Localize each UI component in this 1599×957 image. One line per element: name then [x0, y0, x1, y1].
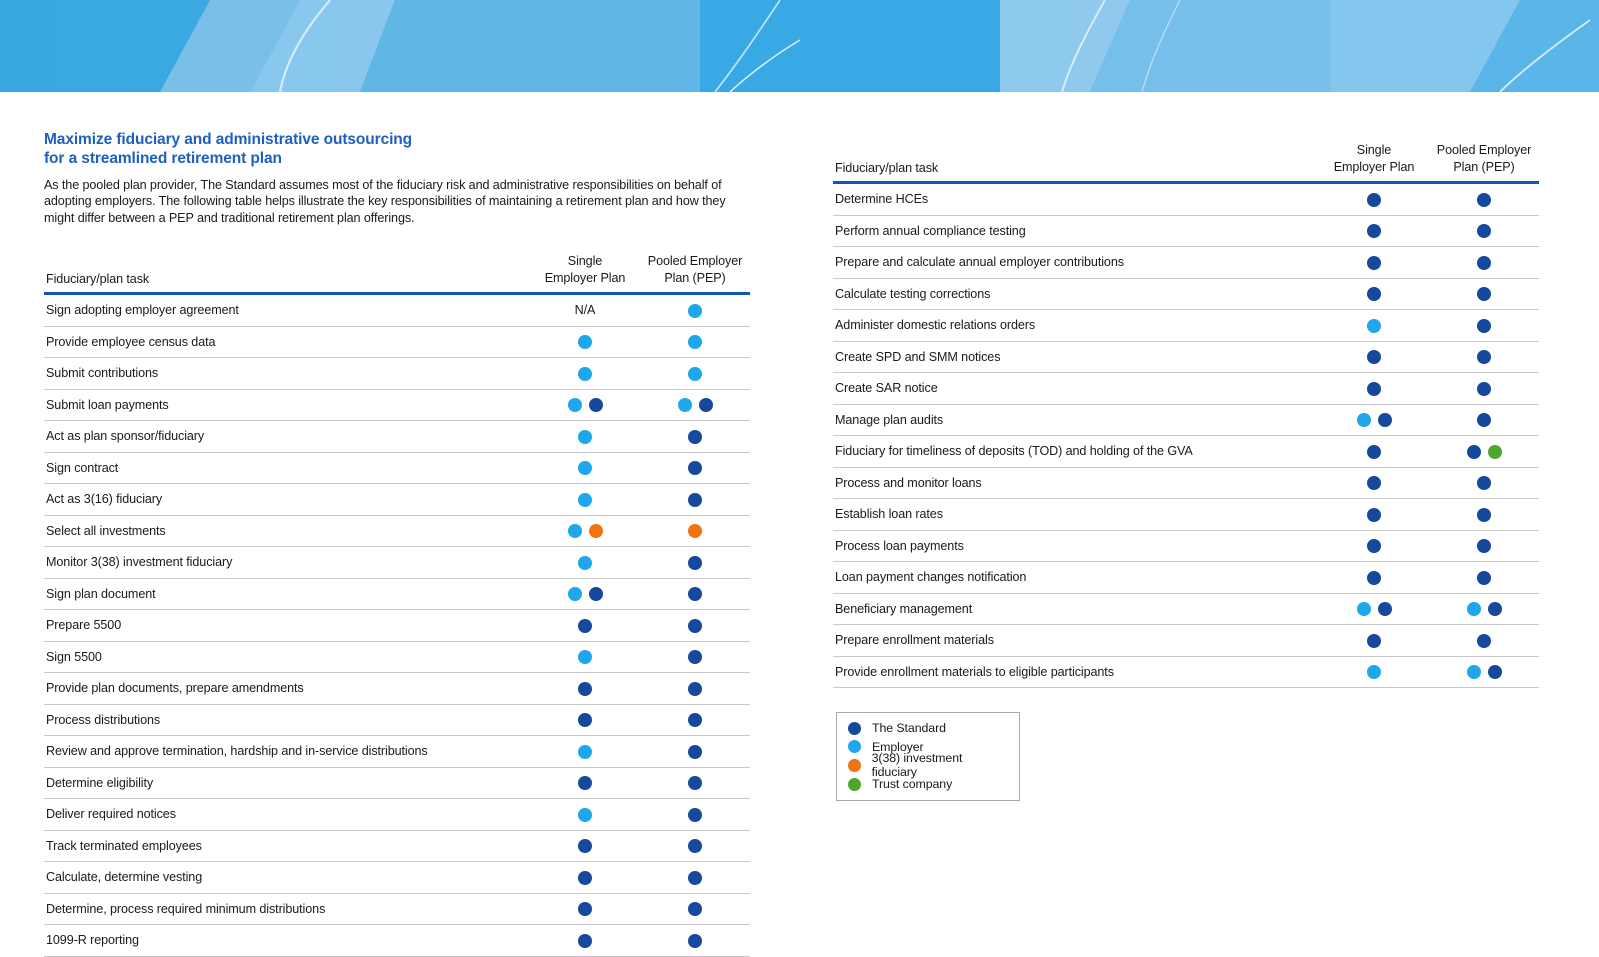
task-label: Submit loan payments	[44, 389, 530, 421]
table-row	[44, 799, 750, 831]
dot-employer-icon	[688, 335, 702, 349]
cell-dot-group	[530, 421, 640, 453]
table-row	[44, 389, 750, 421]
legend-box	[836, 712, 1020, 801]
single-line2: Employer Plan	[1333, 159, 1415, 174]
cell-dot-group	[1319, 247, 1429, 279]
dot-standard-icon	[688, 808, 702, 822]
legend-item-label: 3(38) investment fiduciary	[871, 751, 963, 780]
dot-standard-icon	[1477, 319, 1491, 333]
cell-dot-group	[640, 610, 750, 642]
task-label: Monitor 3(38) investment fiduciary	[44, 547, 530, 579]
task-label: 1099-R reporting	[44, 925, 530, 957]
dot-standard-icon	[1367, 350, 1381, 364]
cell-dot-group	[640, 358, 750, 390]
dot-standard-icon	[578, 902, 592, 916]
pep-line1: Pooled Employer	[647, 254, 743, 269]
table-row	[833, 436, 1539, 468]
dot-standard-icon	[578, 682, 592, 696]
task-label: Prepare enrollment materials	[833, 625, 1319, 657]
cell-dot-group	[640, 641, 750, 673]
task-label: Create SAR notice	[833, 373, 1319, 405]
cell-dot-group	[530, 515, 640, 547]
cell-dot-group	[640, 767, 750, 799]
dot-standard-icon	[688, 430, 702, 444]
task-label: Sign plan document	[44, 578, 530, 610]
dot-standard-icon	[1367, 256, 1381, 270]
dot-investment-icon	[688, 524, 702, 538]
task-label: Track terminated employees	[44, 830, 530, 862]
cell-dot-group	[530, 925, 640, 957]
column-header-task: Fiduciary/plan task	[46, 272, 150, 287]
dot-employer-icon	[678, 398, 692, 412]
dot-standard-icon	[589, 587, 603, 601]
dot-employer-icon	[578, 461, 592, 475]
task-label: Manage plan audits	[833, 404, 1319, 436]
dot-employer-icon	[568, 524, 582, 538]
task-label: Determine eligibility	[44, 767, 530, 799]
dot-standard-icon	[1477, 224, 1491, 238]
cell-dot-group	[640, 862, 750, 894]
dot-trust-icon	[1488, 445, 1502, 459]
cell-dot-group	[530, 610, 640, 642]
cell-dot-group	[1319, 310, 1429, 342]
task-label: Process distributions	[44, 704, 530, 736]
dot-standard-icon	[1367, 445, 1381, 459]
cell-dot-group	[530, 326, 640, 358]
task-label: Deliver required notices	[44, 799, 530, 831]
cell-dot-group	[640, 893, 750, 925]
table-row	[44, 736, 750, 768]
left-column	[44, 130, 750, 957]
cell-dot-group	[530, 673, 640, 705]
page-title	[44, 130, 750, 168]
table-row	[44, 484, 750, 516]
cell-dot-group	[640, 578, 750, 610]
task-label: Calculate testing corrections	[833, 278, 1319, 310]
task-label: Sign adopting employer agreement	[44, 294, 530, 327]
cell-dot-group	[1319, 593, 1429, 625]
cell-dot-group	[530, 799, 640, 831]
dot-employer-icon	[1467, 602, 1481, 616]
cell-dot-group	[530, 358, 640, 390]
dot-standard-icon	[578, 839, 592, 853]
dot-employer-icon	[578, 808, 592, 822]
task-label: Determine, process required minimum distributions	[44, 893, 530, 925]
dot-employer-icon	[578, 367, 592, 381]
table-row	[44, 547, 750, 579]
dot-standard-icon	[688, 871, 702, 885]
legend-item-label: Trust company	[872, 777, 953, 792]
left-responsibility-table	[44, 253, 750, 957]
cell-dot-group	[1319, 499, 1429, 531]
dot-employer-icon	[1467, 665, 1481, 679]
table-row	[44, 925, 750, 957]
single-line1: Single	[1356, 143, 1392, 157]
cell-dot-group	[640, 830, 750, 862]
task-label: Beneficiary management	[833, 593, 1319, 625]
dot-employer-icon	[1367, 665, 1381, 679]
table-row	[44, 673, 750, 705]
cell-dot-group	[640, 484, 750, 516]
dot-standard-icon	[1367, 476, 1381, 490]
not-applicable-label: N/A	[574, 303, 596, 318]
dot-employer-icon	[578, 493, 592, 507]
task-label: Create SPD and SMM notices	[833, 341, 1319, 373]
dot-employer-icon	[688, 304, 702, 318]
cell-dot-group	[1429, 499, 1539, 531]
table-row	[44, 641, 750, 673]
dot-standard-icon	[1477, 476, 1491, 490]
right-table-head	[833, 142, 1539, 183]
single-line2: Employer Plan	[544, 270, 626, 285]
dot-standard-icon	[578, 934, 592, 948]
dot-standard-icon	[1477, 634, 1491, 648]
task-label: Administer domestic relations orders	[833, 310, 1319, 342]
column-header-single-employer-plan	[530, 253, 640, 292]
dot-standard-icon	[578, 713, 592, 727]
cell-dot-group	[530, 862, 640, 894]
table-row	[833, 278, 1539, 310]
table-row	[44, 767, 750, 799]
table-row	[833, 467, 1539, 499]
cell-dot-group	[1319, 183, 1429, 216]
cell-dot-group	[640, 294, 750, 327]
cell-dot-group	[530, 389, 640, 421]
cell-dot-group	[1429, 341, 1539, 373]
legend-item-label: Employer	[872, 739, 924, 754]
task-label: Sign contract	[44, 452, 530, 484]
right-responsibility-table	[833, 142, 1539, 688]
dot-standard-icon	[688, 776, 702, 790]
cell-dot-group	[530, 452, 640, 484]
dot-employer-icon	[1357, 413, 1371, 427]
dot-employer-icon	[1367, 319, 1381, 333]
column-header-pooled-employer-plan	[640, 253, 750, 292]
task-label: Prepare and calculate annual employer contributions	[833, 247, 1319, 279]
dot-standard-icon	[1367, 508, 1381, 522]
table-row	[833, 215, 1539, 247]
cell-dot-group	[640, 704, 750, 736]
page-title-line1: Maximize fiduciary and administrative outsourcing	[44, 131, 413, 148]
dot-standard-icon	[688, 839, 702, 853]
cell-dot-group	[1319, 278, 1429, 310]
cell-dot-group	[530, 736, 640, 768]
task-label: Provide employee census data	[44, 326, 530, 358]
pep-line1: Pooled Employer	[1436, 143, 1532, 157]
dot-standard-icon	[1378, 413, 1392, 427]
task-label: Process and monitor loans	[833, 467, 1319, 499]
table-row	[44, 358, 750, 390]
cell-dot-group	[1429, 436, 1539, 468]
task-label: Establish loan rates	[833, 499, 1319, 531]
pep-line2: Plan (PEP)	[1453, 159, 1515, 174]
dot-employer-icon	[578, 335, 592, 349]
task-label: Sign 5500	[44, 641, 530, 673]
cell-dot-group	[1429, 593, 1539, 625]
cell-dot-group	[1429, 373, 1539, 405]
dot-standard-icon	[1477, 193, 1491, 207]
cell-dot-group	[1319, 467, 1429, 499]
dot-standard-icon	[688, 713, 702, 727]
column-header-pooled-employer-plan	[1429, 142, 1539, 181]
cell-dot-group	[530, 547, 640, 579]
task-label: Determine HCEs	[833, 183, 1319, 216]
cell-dot-group	[1319, 341, 1429, 373]
cell-dot-group	[640, 326, 750, 358]
table-row	[833, 656, 1539, 688]
cell-dot-group	[1319, 530, 1429, 562]
task-label: Submit contributions	[44, 358, 530, 390]
left-table-head	[44, 253, 750, 294]
cell-dot-group	[640, 389, 750, 421]
table-row	[44, 578, 750, 610]
column-header-task: Fiduciary/plan task	[835, 161, 939, 175]
cell-dot-group	[1429, 278, 1539, 310]
table-row	[833, 341, 1539, 373]
task-label: Provide enrollment materials to eligible participants	[833, 656, 1319, 688]
dot-standard-icon	[578, 871, 592, 885]
table-row	[833, 562, 1539, 594]
dot-employer-icon	[578, 745, 592, 759]
dot-standard-icon	[578, 776, 592, 790]
table-row	[44, 704, 750, 736]
dot-standard-icon	[1367, 193, 1381, 207]
dot-standard-icon	[688, 493, 702, 507]
cell-dot-group	[1319, 373, 1429, 405]
cell-dot-group	[1319, 625, 1429, 657]
column-header-single-employer-plan	[1319, 142, 1429, 181]
cell-dot-group	[530, 830, 640, 862]
task-label: Calculate, determine vesting	[44, 862, 530, 894]
dot-standard-icon	[688, 682, 702, 696]
dot-standard-icon	[1367, 224, 1381, 238]
dot-employer-icon	[568, 398, 582, 412]
cell-dot-group	[640, 515, 750, 547]
cell-dot-group	[1429, 656, 1539, 688]
task-label: Loan payment changes notification	[833, 562, 1319, 594]
table-row	[833, 247, 1539, 279]
dot-standard-icon	[1488, 665, 1502, 679]
dot-standard-icon	[1477, 571, 1491, 585]
table-row	[833, 530, 1539, 562]
cell-dot-group	[640, 452, 750, 484]
legend-item-label: The Standard	[872, 721, 946, 736]
cell-dot-group	[1319, 436, 1429, 468]
table-row	[833, 499, 1539, 531]
dot-standard-icon	[1467, 445, 1481, 459]
table-row	[833, 373, 1539, 405]
table-row	[833, 310, 1539, 342]
cell-dot-group	[640, 925, 750, 957]
dot-standard-icon	[688, 461, 702, 475]
table-row	[44, 862, 750, 894]
left-table-body	[44, 294, 750, 957]
table-row	[44, 830, 750, 862]
dot-standard-icon	[688, 934, 702, 948]
dot-employer-icon	[578, 430, 592, 444]
cell-dot-group	[640, 421, 750, 453]
cell-dot-group	[1429, 183, 1539, 216]
table-row	[44, 326, 750, 358]
dot-investment-icon	[589, 524, 603, 538]
cell-dot-group	[1429, 467, 1539, 499]
task-label: Process loan payments	[833, 530, 1319, 562]
dot-standard-icon	[589, 398, 603, 412]
task-label: Act as 3(16) fiduciary	[44, 484, 530, 516]
dot-employer-icon	[568, 587, 582, 601]
cell-dot-group	[640, 799, 750, 831]
right-column	[833, 142, 1539, 688]
cell-text-value	[530, 294, 640, 327]
decorative-banner	[0, 0, 1599, 92]
table-row	[44, 610, 750, 642]
dot-standard-icon	[1367, 539, 1381, 553]
task-label: Review and approve termination, hardship and in-service distributions	[44, 736, 530, 768]
cell-dot-group	[1429, 310, 1539, 342]
dot-standard-icon	[1477, 256, 1491, 270]
table-row	[833, 625, 1539, 657]
dot-employer-icon	[688, 367, 702, 381]
dot-standard-icon	[1477, 287, 1491, 301]
dot-standard-icon	[688, 556, 702, 570]
dot-standard-icon	[1367, 634, 1381, 648]
table-row	[44, 893, 750, 925]
cell-dot-group	[530, 704, 640, 736]
cell-dot-group	[530, 484, 640, 516]
dot-standard-icon	[1367, 571, 1381, 585]
dot-standard-icon	[699, 398, 713, 412]
cell-dot-group	[530, 641, 640, 673]
dot-standard-icon	[848, 722, 861, 735]
cell-dot-group	[530, 893, 640, 925]
dot-standard-icon	[1488, 602, 1502, 616]
dot-standard-icon	[688, 902, 702, 916]
cell-dot-group	[1429, 215, 1539, 247]
dot-standard-icon	[688, 619, 702, 633]
cell-dot-group	[1319, 656, 1429, 688]
task-label: Select all investments	[44, 515, 530, 547]
cell-dot-group	[530, 578, 640, 610]
dot-standard-icon	[1477, 382, 1491, 396]
task-label: Fiduciary for timeliness of deposits (TOD) and holding of the GVA	[833, 436, 1319, 468]
dot-standard-icon	[688, 650, 702, 664]
table-row	[44, 294, 750, 327]
dot-standard-icon	[1367, 287, 1381, 301]
dot-employer-icon	[1357, 602, 1371, 616]
single-line1: Single	[567, 254, 603, 269]
cell-dot-group	[1429, 530, 1539, 562]
table-row	[44, 452, 750, 484]
dot-standard-icon	[578, 619, 592, 633]
dot-standard-icon	[1477, 350, 1491, 364]
dot-standard-icon	[688, 587, 702, 601]
cell-dot-group	[640, 736, 750, 768]
task-label: Provide plan documents, prepare amendments	[44, 673, 530, 705]
cell-dot-group	[1429, 247, 1539, 279]
dot-investment-icon	[848, 759, 861, 772]
cell-dot-group	[1319, 215, 1429, 247]
dot-standard-icon	[1367, 382, 1381, 396]
task-label: Act as plan sponsor/fiduciary	[44, 421, 530, 453]
pep-line2: Plan (PEP)	[664, 270, 726, 285]
dot-employer-icon	[578, 650, 592, 664]
cell-dot-group	[1429, 404, 1539, 436]
right-table-body	[833, 183, 1539, 688]
table-row	[833, 404, 1539, 436]
cell-dot-group	[530, 767, 640, 799]
cell-dot-group	[1319, 404, 1429, 436]
dot-employer-icon	[848, 740, 861, 753]
dot-employer-icon	[578, 556, 592, 570]
cell-dot-group	[1429, 625, 1539, 657]
table-row	[833, 183, 1539, 216]
cell-dot-group	[640, 547, 750, 579]
page-title-line2: for a streamlined retirement plan	[44, 150, 282, 167]
dot-standard-icon	[1378, 602, 1392, 616]
dot-trust-icon	[848, 778, 861, 791]
task-label: Perform annual compliance testing	[833, 215, 1319, 247]
cell-dot-group	[1429, 562, 1539, 594]
dot-standard-icon	[1477, 508, 1491, 522]
cell-dot-group	[640, 673, 750, 705]
table-row	[833, 593, 1539, 625]
intro-paragraph: As the pooled plan provider, The Standard assumes most of the fiduciary risk and administrative responsibilities on behalf of adopting employers. The following table helps illustrate the key responsibilities of maintaining a retirement plan and how they might differ between a PEP and traditional retirement plan offerings.	[44, 178, 726, 225]
table-row	[44, 515, 750, 547]
legend-item	[848, 751, 1007, 780]
dot-standard-icon	[1477, 413, 1491, 427]
dot-standard-icon	[688, 745, 702, 759]
task-label: Prepare 5500	[44, 610, 530, 642]
dot-standard-icon	[1477, 539, 1491, 553]
cell-dot-group	[1319, 562, 1429, 594]
table-row	[44, 421, 750, 453]
legend-item	[848, 719, 1007, 738]
